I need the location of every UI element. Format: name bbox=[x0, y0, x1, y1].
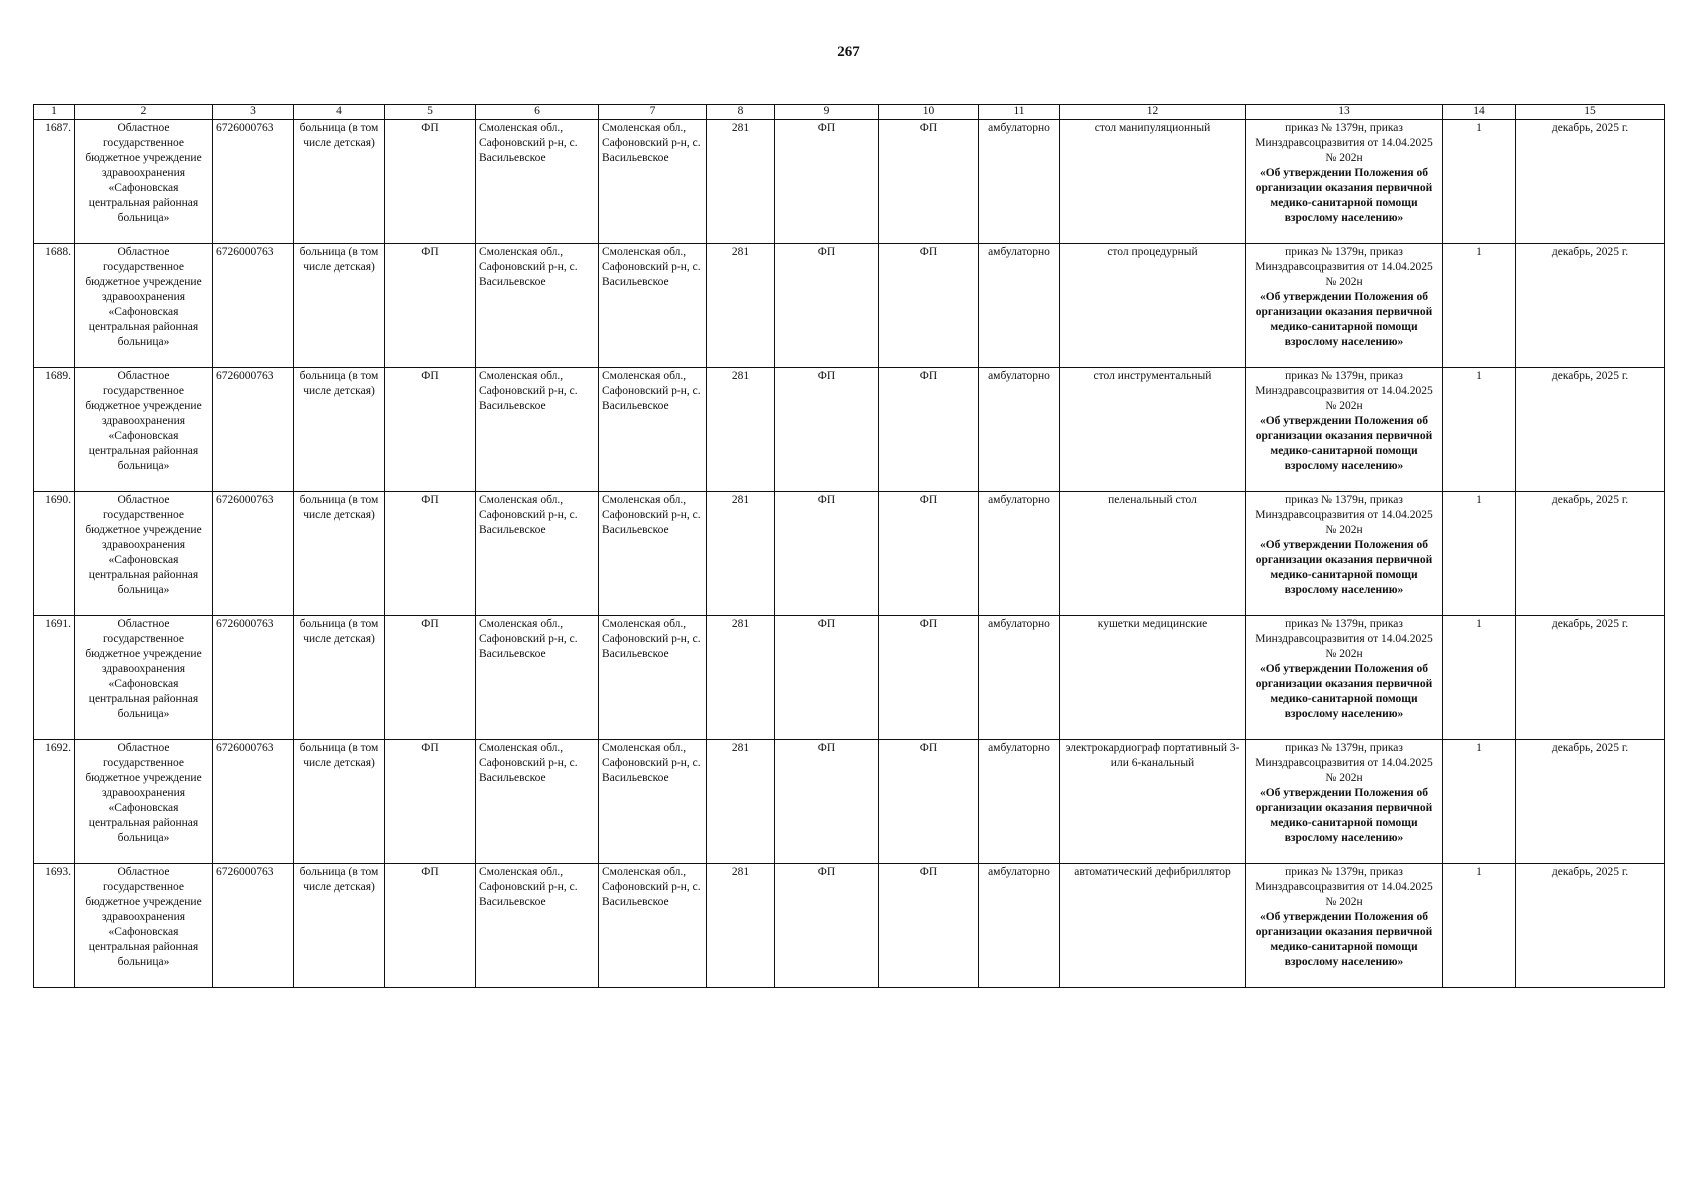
code-cell: 281 bbox=[707, 244, 775, 368]
order-description: «Об утверждении Положения об организации оказания первичной медико-санитарной помощи взрослому населению» bbox=[1255, 911, 1433, 968]
facility-type: больница (в том числе детская) bbox=[294, 492, 385, 616]
code-cell: 281 bbox=[707, 864, 775, 988]
facility-type: больница (в том числе детская) bbox=[294, 120, 385, 244]
column-header: 8 bbox=[707, 105, 775, 120]
address-secondary: Смоленская обл., Сафоновский р-н, с. Васильевское bbox=[599, 120, 707, 244]
order-reference bbox=[1246, 740, 1443, 864]
date-cell: декабрь, 2025 г. bbox=[1516, 120, 1665, 244]
subdivision: ФП bbox=[385, 740, 476, 864]
inn-code: 6726000763 bbox=[213, 492, 294, 616]
address-primary: Смоленская обл., Сафоновский р-н, с. Васильевское bbox=[476, 120, 599, 244]
unit-cell: ФП bbox=[775, 244, 879, 368]
order-title: приказ № 1379н, приказ Минздравсоцразвития от 14.04.2025 № 202н bbox=[1255, 618, 1433, 660]
unit-cell: ФП bbox=[775, 740, 879, 864]
order-description: «Об утверждении Положения об организации оказания первичной медико-санитарной помощи взрослому населению» bbox=[1255, 663, 1433, 720]
facility-type: больница (в том числе детская) bbox=[294, 864, 385, 988]
column-header: 9 bbox=[775, 105, 879, 120]
inn-code: 6726000763 bbox=[213, 740, 294, 864]
table-row bbox=[34, 740, 1665, 864]
table-header bbox=[34, 105, 1665, 120]
address-primary: Смоленская обл., Сафоновский р-н, с. Васильевское bbox=[476, 616, 599, 740]
header-row bbox=[34, 105, 1665, 120]
order-title: приказ № 1379н, приказ Минздравсоцразвития от 14.04.2025 № 202н bbox=[1255, 494, 1433, 536]
address-secondary: Смоленская обл., Сафоновский р-н, с. Васильевское bbox=[599, 492, 707, 616]
column-header: 11 bbox=[979, 105, 1060, 120]
organization-name: Областное государственное бюджетное учреждение здравоохранения «Сафоновская центральная районная больница» bbox=[75, 368, 213, 492]
order-description: «Об утверждении Положения об организации оказания первичной медико-санитарной помощи взрослому населению» bbox=[1255, 787, 1433, 844]
inn-code: 6726000763 bbox=[213, 864, 294, 988]
subdivision: ФП bbox=[385, 864, 476, 988]
address-secondary: Смоленская обл., Сафоновский р-н, с. Васильевское bbox=[599, 244, 707, 368]
organization-name: Областное государственное бюджетное учреждение здравоохранения «Сафоновская центральная районная больница» bbox=[75, 120, 213, 244]
condition-cell: амбулаторно bbox=[979, 864, 1060, 988]
address-secondary: Смоленская обл., Сафоновский р-н, с. Васильевское bbox=[599, 864, 707, 988]
code-cell: 281 bbox=[707, 368, 775, 492]
inn-code: 6726000763 bbox=[213, 244, 294, 368]
table-row bbox=[34, 120, 1665, 244]
row-number: 1692. bbox=[34, 740, 75, 864]
column-header: 7 bbox=[599, 105, 707, 120]
address-primary: Смоленская обл., Сафоновский р-н, с. Васильевское bbox=[476, 864, 599, 988]
organization-name: Областное государственное бюджетное учреждение здравоохранения «Сафоновская центральная районная больница» bbox=[75, 740, 213, 864]
equipment-name: стол процедурный bbox=[1060, 244, 1246, 368]
date-cell: декабрь, 2025 г. bbox=[1516, 740, 1665, 864]
row-number: 1689. bbox=[34, 368, 75, 492]
unit-secondary-cell: ФП bbox=[879, 244, 979, 368]
unit-secondary-cell: ФП bbox=[879, 368, 979, 492]
column-header: 14 bbox=[1443, 105, 1516, 120]
unit-cell: ФП bbox=[775, 616, 879, 740]
subdivision: ФП bbox=[385, 120, 476, 244]
column-header: 2 bbox=[75, 105, 213, 120]
order-title: приказ № 1379н, приказ Минздравсоцразвития от 14.04.2025 № 202н bbox=[1255, 866, 1433, 908]
code-cell: 281 bbox=[707, 120, 775, 244]
unit-secondary-cell: ФП bbox=[879, 740, 979, 864]
row-number: 1688. bbox=[34, 244, 75, 368]
inn-code: 6726000763 bbox=[213, 368, 294, 492]
date-cell: декабрь, 2025 г. bbox=[1516, 864, 1665, 988]
subdivision: ФП bbox=[385, 244, 476, 368]
table-row bbox=[34, 244, 1665, 368]
facility-type: больница (в том числе детская) bbox=[294, 616, 385, 740]
address-primary: Смоленская обл., Сафоновский р-н, с. Васильевское bbox=[476, 244, 599, 368]
address-secondary: Смоленская обл., Сафоновский р-н, с. Васильевское bbox=[599, 368, 707, 492]
code-cell: 281 bbox=[707, 492, 775, 616]
column-header: 3 bbox=[213, 105, 294, 120]
order-title: приказ № 1379н, приказ Минздравсоцразвития от 14.04.2025 № 202н bbox=[1255, 742, 1433, 784]
condition-cell: амбулаторно bbox=[979, 616, 1060, 740]
column-header: 1 bbox=[34, 105, 75, 120]
quantity-cell: 1 bbox=[1443, 244, 1516, 368]
column-header: 15 bbox=[1516, 105, 1665, 120]
equipment-name: стол манипуляционный bbox=[1060, 120, 1246, 244]
table-row bbox=[34, 864, 1665, 988]
equipment-name: электрокардиограф портативный 3- или 6-канальный bbox=[1060, 740, 1246, 864]
subdivision: ФП bbox=[385, 492, 476, 616]
facility-type: больница (в том числе детская) bbox=[294, 368, 385, 492]
unit-secondary-cell: ФП bbox=[879, 492, 979, 616]
column-header: 4 bbox=[294, 105, 385, 120]
unit-cell: ФП bbox=[775, 864, 879, 988]
subdivision: ФП bbox=[385, 616, 476, 740]
date-cell: декабрь, 2025 г. bbox=[1516, 368, 1665, 492]
inn-code: 6726000763 bbox=[213, 120, 294, 244]
condition-cell: амбулаторно bbox=[979, 120, 1060, 244]
quantity-cell: 1 bbox=[1443, 120, 1516, 244]
order-reference bbox=[1246, 368, 1443, 492]
quantity-cell: 1 bbox=[1443, 492, 1516, 616]
subdivision: ФП bbox=[385, 368, 476, 492]
code-cell: 281 bbox=[707, 740, 775, 864]
row-number: 1690. bbox=[34, 492, 75, 616]
row-number: 1693. bbox=[34, 864, 75, 988]
date-cell: декабрь, 2025 г. bbox=[1516, 492, 1665, 616]
unit-secondary-cell: ФП bbox=[879, 616, 979, 740]
column-header: 5 bbox=[385, 105, 476, 120]
organization-name: Областное государственное бюджетное учреждение здравоохранения «Сафоновская центральная районная больница» bbox=[75, 492, 213, 616]
order-description: «Об утверждении Положения об организации оказания первичной медико-санитарной помощи взрослому населению» bbox=[1255, 167, 1433, 224]
address-primary: Смоленская обл., Сафоновский р-н, с. Васильевское bbox=[476, 368, 599, 492]
unit-cell: ФП bbox=[775, 492, 879, 616]
quantity-cell: 1 bbox=[1443, 616, 1516, 740]
order-reference bbox=[1246, 120, 1443, 244]
unit-cell: ФП bbox=[775, 368, 879, 492]
table-row bbox=[34, 492, 1665, 616]
facility-type: больница (в том числе детская) bbox=[294, 740, 385, 864]
date-cell: декабрь, 2025 г. bbox=[1516, 244, 1665, 368]
organization-name: Областное государственное бюджетное учреждение здравоохранения «Сафоновская центральная районная больница» bbox=[75, 244, 213, 368]
order-reference bbox=[1246, 616, 1443, 740]
address-primary: Смоленская обл., Сафоновский р-н, с. Васильевское bbox=[476, 492, 599, 616]
unit-cell: ФП bbox=[775, 120, 879, 244]
order-description: «Об утверждении Положения об организации оказания первичной медико-санитарной помощи взрослому населению» bbox=[1255, 291, 1433, 348]
date-cell: декабрь, 2025 г. bbox=[1516, 616, 1665, 740]
unit-secondary-cell: ФП bbox=[879, 864, 979, 988]
registry-table bbox=[33, 104, 1665, 988]
facility-type: больница (в том числе детская) bbox=[294, 244, 385, 368]
equipment-name: стол инструментальный bbox=[1060, 368, 1246, 492]
row-number: 1687. bbox=[34, 120, 75, 244]
column-header: 10 bbox=[879, 105, 979, 120]
condition-cell: амбулаторно bbox=[979, 368, 1060, 492]
quantity-cell: 1 bbox=[1443, 864, 1516, 988]
condition-cell: амбулаторно bbox=[979, 244, 1060, 368]
order-title: приказ № 1379н, приказ Минздравсоцразвития от 14.04.2025 № 202н bbox=[1255, 370, 1433, 412]
quantity-cell: 1 bbox=[1443, 368, 1516, 492]
organization-name: Областное государственное бюджетное учреждение здравоохранения «Сафоновская центральная районная больница» bbox=[75, 864, 213, 988]
equipment-name: автоматический дефибриллятор bbox=[1060, 864, 1246, 988]
order-title: приказ № 1379н, приказ Минздравсоцразвития от 14.04.2025 № 202н bbox=[1255, 246, 1433, 288]
organization-name: Областное государственное бюджетное учреждение здравоохранения «Сафоновская центральная районная больница» bbox=[75, 616, 213, 740]
column-header: 6 bbox=[476, 105, 599, 120]
address-primary: Смоленская обл., Сафоновский р-н, с. Васильевское bbox=[476, 740, 599, 864]
inn-code: 6726000763 bbox=[213, 616, 294, 740]
unit-secondary-cell: ФП bbox=[879, 120, 979, 244]
code-cell: 281 bbox=[707, 616, 775, 740]
table-row bbox=[34, 616, 1665, 740]
table-row bbox=[34, 368, 1665, 492]
order-reference bbox=[1246, 864, 1443, 988]
order-reference bbox=[1246, 244, 1443, 368]
condition-cell: амбулаторно bbox=[979, 492, 1060, 616]
condition-cell: амбулаторно bbox=[979, 740, 1060, 864]
order-description: «Об утверждении Положения об организации оказания первичной медико-санитарной помощи взрослому населению» bbox=[1255, 415, 1433, 472]
order-title: приказ № 1379н, приказ Минздравсоцразвития от 14.04.2025 № 202н bbox=[1255, 122, 1433, 164]
column-header: 13 bbox=[1246, 105, 1443, 120]
address-secondary: Смоленская обл., Сафоновский р-н, с. Васильевское bbox=[599, 740, 707, 864]
column-header: 12 bbox=[1060, 105, 1246, 120]
equipment-name: пеленальный стол bbox=[1060, 492, 1246, 616]
order-description: «Об утверждении Положения об организации оказания первичной медико-санитарной помощи взрослому населению» bbox=[1255, 539, 1433, 596]
quantity-cell: 1 bbox=[1443, 740, 1516, 864]
page-number: 267 bbox=[837, 44, 860, 60]
equipment-name: кушетки медицинские bbox=[1060, 616, 1246, 740]
address-secondary: Смоленская обл., Сафоновский р-н, с. Васильевское bbox=[599, 616, 707, 740]
row-number: 1691. bbox=[34, 616, 75, 740]
order-reference bbox=[1246, 492, 1443, 616]
table-body bbox=[34, 120, 1665, 988]
